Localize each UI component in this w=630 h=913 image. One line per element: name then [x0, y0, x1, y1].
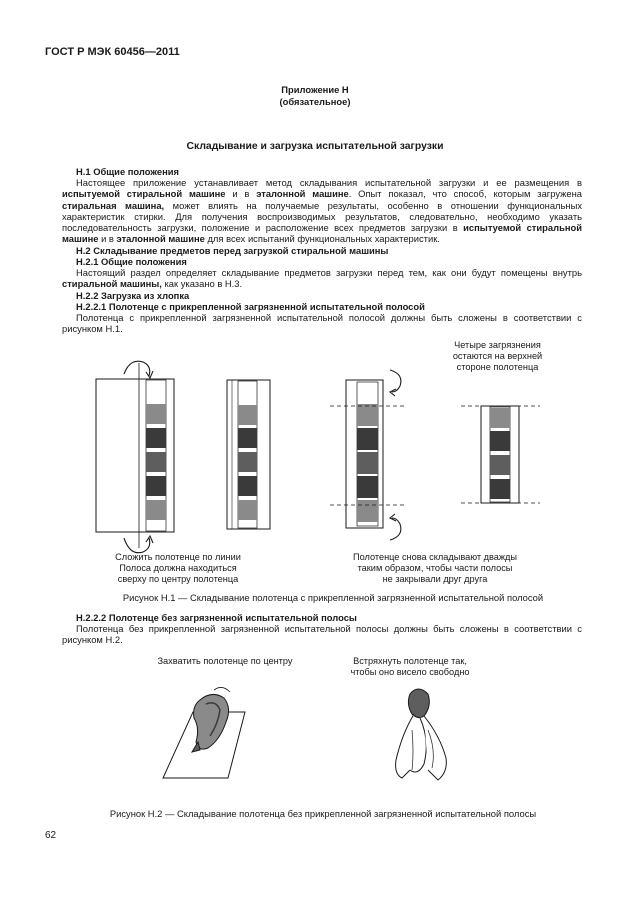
section-heading-h21: Н.2.1 Общие положения: [76, 256, 187, 267]
figure-h1-caption: Рисунок Н.1 — Складывание полотенца с прикрепленной загрязненной испытательной полосой: [122, 592, 544, 603]
section-heading-h221: Н.2.2.1 Полотенце с прикрепленной загрязненной испытательной полосой: [76, 301, 425, 312]
figure-h2-caption: Рисунок Н.2 — Складывание полотенца без прикрепленной загрязненной испытательной полосы: [109, 808, 537, 819]
fig1-label-top-right: Четыре загрязнения остаются на верхней стороне полотенца: [452, 340, 543, 372]
p1-term-tested-machine: испытуемой стиральной машине: [62, 188, 226, 200]
page-number: 62: [45, 830, 57, 841]
section-heading-h1: Н.1 Общие положения: [76, 166, 179, 177]
towel-hanging-icon: [396, 689, 447, 780]
p1-text-k: для всех испытаний функциональных характеристик.: [204, 233, 440, 245]
section-heading-h222: Н.2.2.2 Полотенце без загрязненной испытательной полосы: [76, 612, 357, 623]
fig1-label-right: Полотенце снова складывают дважды таким образом, чтобы части полосы не закрывали друг друга: [352, 552, 518, 584]
section-heading-h2: Н.2 Складывание предметов перед загрузкой стиральной машины: [76, 245, 389, 256]
annex-status: (обязательное): [279, 96, 351, 107]
p1-term-reference-machine-2: эталонной машине: [116, 233, 205, 245]
p1-text-i: и в: [98, 233, 117, 245]
p1-text-g: может влиять на получаемые результаты, особенно в отношении функциональных характеристик стирки. Для получения воспроизводимых результатов, следовательно, необходимо указать последовательность загрузки, положение и расположение всех предметов загрузки в: [62, 199, 583, 234]
fig1-label-left: Сложить полотенце по линии Полоса должна находиться сверху по центру полотенца: [115, 552, 241, 584]
p2-text-c: как указано в Н.3.: [161, 278, 243, 290]
document-id: ГОСТ Р МЭК 60456—2011: [45, 46, 180, 58]
p2-text-a: Настоящий раздел определяет складывание предметов загрузки перед тем, как они будут помещены внутрь: [76, 267, 582, 278]
fig2-label-left: Захватить полотенце по центру: [157, 656, 293, 666]
paragraph-h221: Полотенца с прикрепленной загрязненной испытательной полосой должны быть сложены в соответствии с рисунком Н.1.: [62, 312, 582, 335]
annex-title: Приложение Н: [281, 84, 349, 95]
p1-term-washing-machine: стиральная машина,: [62, 199, 165, 211]
p1-term-tested-machine-2: испытуемой стиральной машине: [62, 222, 582, 245]
paragraph-h222: Полотенца без прикрепленной загрязненной испытательной полосы должны быть сложены в соответствии с рисунком Н.2.: [62, 623, 582, 646]
p1-text-c: и в: [225, 188, 257, 200]
p1-text-e: . Опыт показал, что способ, которым загружена: [348, 188, 582, 200]
main-title: Складывание и загрузка испытательной загрузки: [186, 141, 444, 152]
p1-term-reference-machine: эталонной машине: [256, 188, 349, 200]
p1-text-a: Настоящее приложение устанавливает метод складывания испытательной загрузки и ее размещения в: [76, 177, 582, 188]
fig2-label-right: Встряхнуть полотенце так, чтобы оно висело свободно: [350, 656, 470, 677]
section-heading-h22: Н.2.2 Загрузка из хлопка: [76, 290, 190, 301]
p2-term-washing-machine: стиральной машины,: [62, 278, 162, 290]
